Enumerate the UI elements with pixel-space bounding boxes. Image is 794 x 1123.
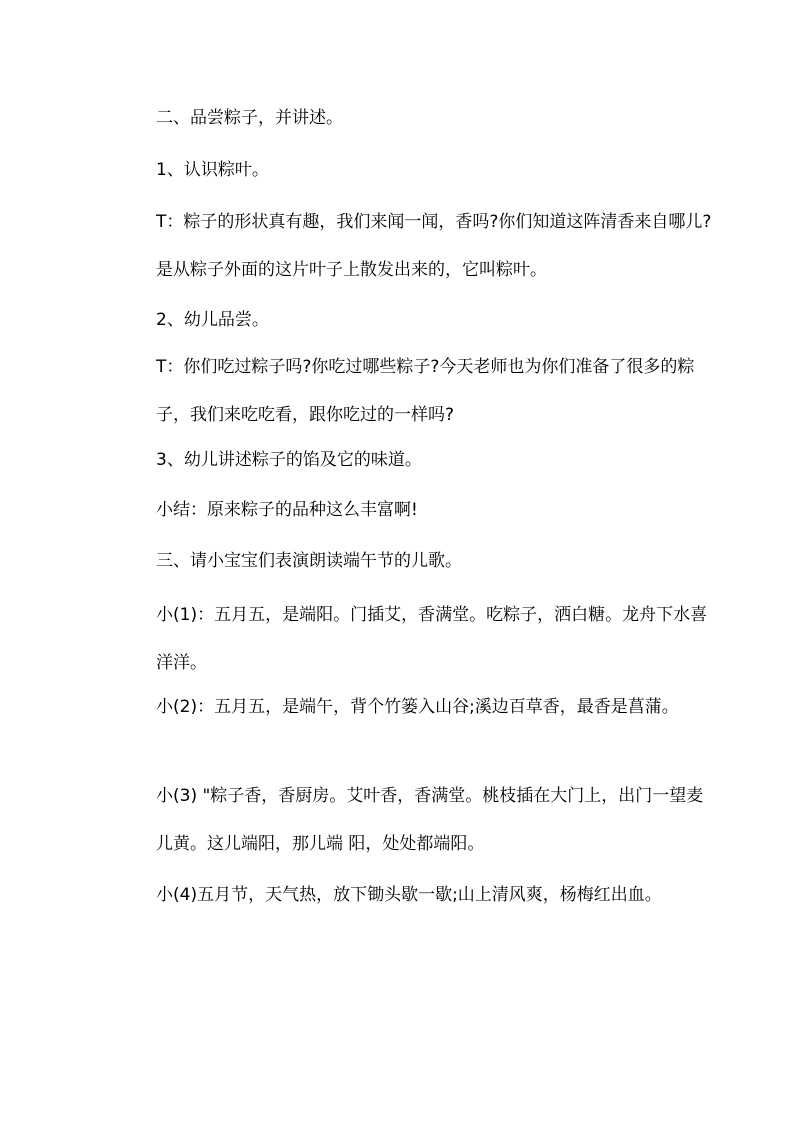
teacher-dialogue-2: T：你们吃过粽子吗?你吃过哪些粽子?今天老师也为你们准备了很多的粽子，我们来吃吃看，跟你吃过的一样吗? [156,357,695,425]
summary-paragraph: 小结：原来粽子的品种这么丰富啊! [156,500,418,520]
step-1-heading: 1、认识粽叶。 [156,160,269,180]
step-3-heading: 3、幼儿讲述粽子的馅及它的味道。 [156,450,422,470]
rhyme-1: 小(1)：五月五，是端阳。门插艾，香满堂。吃粽子，洒白糖。龙舟下水喜洋洋。 [156,605,708,673]
rhyme-3: 小(3) "粽子香，香厨房。艾叶香，香满堂。桃枝插在大门上，出门一望麦儿黄。这儿端阳，那儿端 阳，处处都端阳。 [156,786,704,854]
section-heading-3: 三、请小宝宝们表演朗读端午节的儿歌。 [156,551,462,571]
teacher-dialogue-1: T：粽子的形状真有趣，我们来闻一闻，香吗?你们知道这阵清香来自哪儿?是从粽子外面的这片叶子上散发出来的，它叫粽叶。 [156,212,712,280]
rhyme-2: 小(2)：五月五，是端午，背个竹篓入山谷;溪边百草香，最香是菖蒲。 [156,697,679,717]
rhyme-4: 小(4)五月节，天气热，放下锄头歇一歇;山上清风爽，杨梅红出血。 [156,885,662,905]
section-heading-2: 二、品尝粽子，并讲述。 [156,108,343,128]
step-2-heading: 2、幼儿品尝。 [156,310,269,330]
